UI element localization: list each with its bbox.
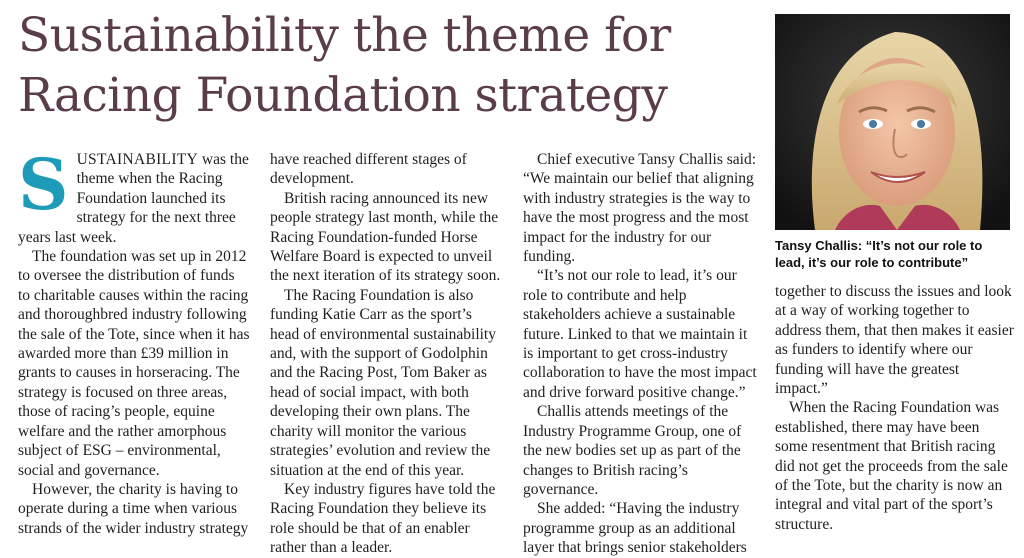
- article-column-2: [270, 150, 505, 558]
- paragraph: British racing announced its new people strategy last month, while the Racing Foundation-funded Horse Welfare Board is expected to unveil the next iteration of its strategy soon.: [270, 189, 501, 285]
- article-column-1: [18, 143, 250, 538]
- drop-cap: S: [18, 143, 69, 226]
- article-column-4: [775, 282, 1015, 534]
- headline: Sustainability the theme for Racing Foundation strategy: [18, 8, 671, 123]
- paragraph: The Racing Foundation is also funding Katie Carr as the sport’s head of environmental sustainability and, with the support of Godolphin and the Racing Post, Tom Baker as head of social impact, with both developing their own plans. The charity will monitor the various strategies’ evolution and review the situation at the end of this year.: [270, 286, 496, 479]
- lead-caps: USTAINABILITY: [76, 151, 199, 168]
- paragraph: Challis attends meetings of the Industry Programme Group, one of the new bodies set up as part of the changes to British racing’s governance.: [523, 403, 742, 498]
- paragraph: have reached different stages of development.: [270, 151, 467, 188]
- portrait-photo: [775, 14, 1010, 230]
- portrait-illustration: [775, 14, 1010, 230]
- paragraph: However, the charity is having to operate during a time when various strands of the wider industry strategy: [18, 480, 249, 537]
- paragraph: Chief executive Tansy Challis said: “We maintain our belief that aligning with industry strategies is the way to have the most progress and the most impact for the industry for our funding.: [523, 151, 757, 266]
- paragraph: together to discuss the issues and look at a way of working together to address them, that then makes it easier as funders to identify where our funding will have the greatest impact.”: [775, 283, 1014, 398]
- paragraph: When the Racing Foundation was established, there may have been some resentment that British racing did not get the proceeds from the sale of the Tote, but the charity is now an integral and vital part of the sport’s structure.: [775, 399, 1008, 533]
- photo-caption: Tansy Challis: “It’s not our role to lead, it’s our role to contribute”: [775, 238, 983, 270]
- paragraph: “It’s not our role to lead, it’s our role to contribute and help stakeholders achieve a sustainable future. Linked to that we maintain it is important to get cross-industry collaboration to have the most impact and drive forward positive change.”: [523, 267, 757, 401]
- paragraph: She added: “Having the industry programme group as an additional layer that brings senior stakeholders: [523, 500, 747, 557]
- lead-paragraph: [18, 143, 250, 247]
- lead-text: was the theme when the Racing Foundation launched its strategy for the next three years last week.: [18, 151, 249, 246]
- paragraph: Key industry figures have told the Racing Foundation they believe its role should be that of an enabler rather than a leader.: [270, 480, 496, 557]
- article-column-3: [523, 150, 761, 558]
- paragraph: The foundation was set up in 2012 to oversee the distribution of funds to charitable causes within the racing and thoroughbred industry following the sale of the Tote, since when it has awarded more than £39 million in grants to causes in horseracing. The strategy is focused on three areas, those of racing’s people, equine welfare and the rather amorphous subject of ESG – environmental, social and governance.: [18, 248, 250, 479]
